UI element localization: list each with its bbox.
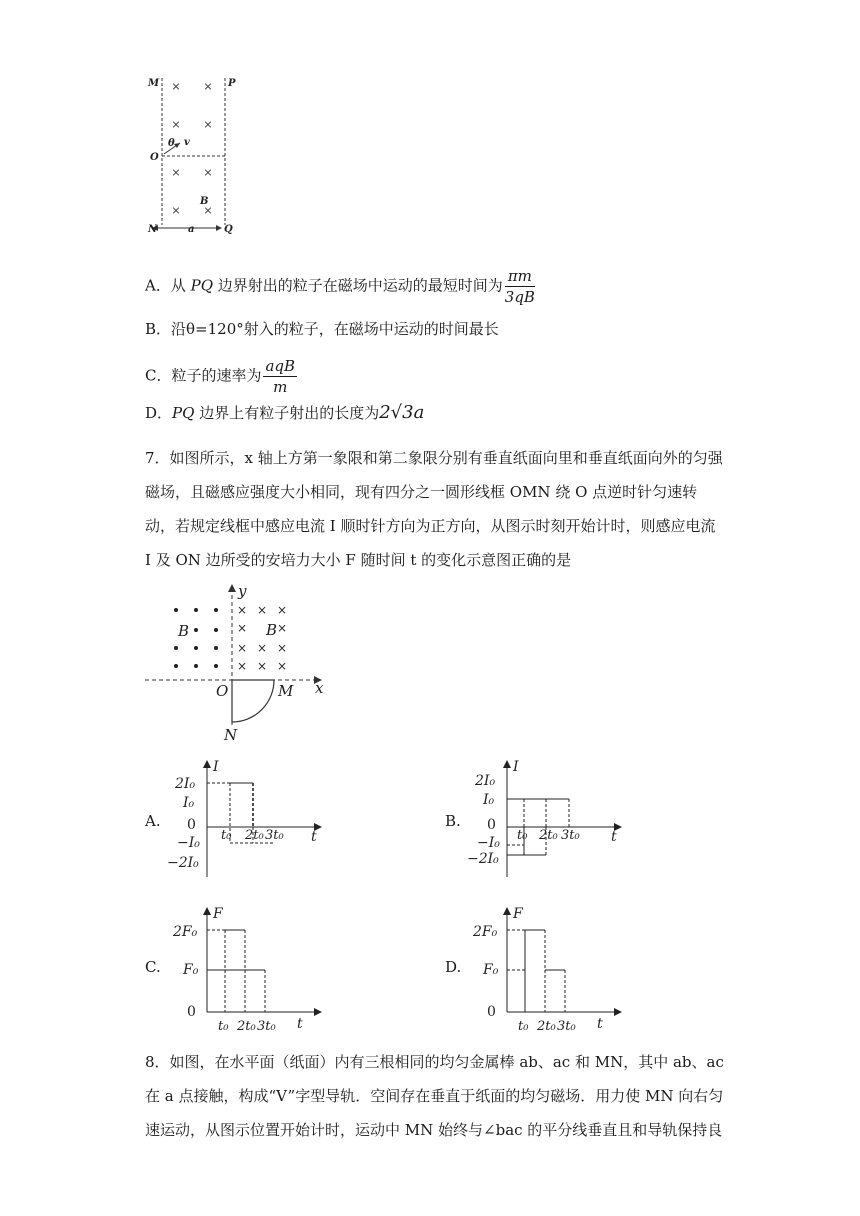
tick-2t0: 2t₀ [237,1019,256,1034]
tick-3t0: 3t₀ [561,828,580,843]
label-x: x [315,679,324,697]
fraction: $\frac{\pi m}{3qB}$ [504,267,535,306]
svg-text:×: × [203,118,213,131]
option-c[interactable]: C．粒子的速率为 $\frac{\text{aqB}}{m}$ [145,357,296,396]
axis-label-I: I [513,759,519,775]
tick-zero: 0 [487,817,496,833]
svg-text:×: × [203,166,213,179]
question-8-text: 8．如图，在水平面（纸面）内有三根相同的均匀金属棒 ab、ac 和 MN，其中 ab、ac 在 a 点接触，构成“V”字型导轨．空间存在垂直于纸面的均匀磁场．用力使 MN 向右匀速运动，从图示位置开始计时，运动中 MN 始终与∠bac 的平分线垂直且和导轨保持良 [145,1053,724,1139]
tick-zero: 0 [187,1004,196,1020]
axis-label-I: I [213,759,219,775]
fraction: $\frac{\text{aqB}}{m}$ [265,357,296,396]
graph-d [465,900,635,1035]
svg-text:×: × [256,659,268,673]
svg-text:×: × [203,80,213,93]
tick-neg-I0: −I₀ [477,835,500,851]
svg-text:×: × [236,603,248,617]
svg-text:×: × [276,659,288,673]
label-y: y [238,582,247,600]
axis-label-t: t [311,829,317,845]
graph-option-a[interactable]: A. [145,812,161,830]
tick-zero: 0 [487,1004,496,1020]
label-v: v [184,137,190,148]
svg-text:×: × [256,603,268,617]
label-M: M [148,78,160,89]
svg-text:×: × [171,204,181,217]
axis-label-t: t [297,1016,303,1032]
label-N: N [224,726,238,744]
graph-a [165,755,335,885]
tick-2I0: 2I₀ [475,773,496,789]
graph-option-d[interactable]: D. [445,958,462,976]
graph-option-c[interactable]: C. [145,958,161,976]
tick-3t0: 3t₀ [557,1019,576,1034]
tick-2F0: 2F₀ [473,924,498,940]
tick-F0: F₀ [483,962,499,978]
tick-2F0: 2F₀ [173,924,198,940]
label-B-right: B [266,621,278,639]
tick-neg-2I0: −2I₀ [467,851,499,867]
tick-F0: F₀ [183,962,199,978]
svg-text:×: × [171,118,181,131]
label-O: O [150,152,159,163]
option-a[interactable]: A．从 PQ 边界射出的粒子在磁场中运动的最短时间为 $\frac{\pi m}{3qB}$ [145,267,535,306]
label-B: B [200,196,209,207]
tick-2t0: 2t₀ [539,828,558,843]
label-N: N [148,224,158,235]
tick-t0: t₀ [218,1019,229,1034]
label-O: O [216,682,229,700]
question-7-text: 7．如图所示，x 轴上方第一象限和第二象限分别有垂直纸面向里和垂直纸面向外的匀强磁场，且磁感应强度大小相同，现有四分之一圆形线框 OMN 绕 O 点逆时针匀速转动，若规定线框中感应电流 I 顺时针方向为正方向，从图示时刻开始计时，则感应电流 I 及 ON 边所受的安培力大小 F 随时间 t 的变化示意图正确的是 [145,449,723,569]
tick-zero: 0 [187,817,196,833]
svg-text:×: × [171,80,181,93]
tick-t0: t₀ [221,828,232,843]
axis-label-F: F [213,906,223,922]
tick-2t0: 2t₀ [245,828,264,843]
tick-3t0: 3t₀ [265,828,284,843]
option-d[interactable]: D．PQ 边界上有粒子射出的长度为2√3a [145,402,425,423]
svg-text:×: × [256,641,268,655]
tick-neg-I0: −I₀ [177,835,200,851]
svg-text:×: × [276,641,288,655]
tick-2t0: 2t₀ [537,1019,556,1034]
axis-label-t: t [597,1016,603,1032]
svg-text:×: × [203,204,213,217]
option-b[interactable]: B．沿θ=120°射入的粒子，在磁场中运动的时间最长 [145,320,499,338]
axis-label-t: t [611,829,617,845]
svg-text:×: × [171,166,181,179]
label-P: P [228,78,236,89]
tick-I0: I₀ [183,795,195,811]
tick-t0: t₀ [518,1019,529,1034]
label-B-left: B [178,622,190,640]
tick-I0: I₀ [483,792,495,808]
graph-b [465,755,635,885]
svg-text:×: × [276,621,288,635]
svg-text:×: × [276,603,288,617]
svg-text:×: × [236,621,248,635]
label-Q: Q [224,224,233,235]
rotating-frame-figure [140,580,340,745]
graph-c [165,900,335,1035]
svg-text:×: × [236,659,248,673]
axis-label-F: F [513,906,523,922]
tick-neg-2I0: −2I₀ [167,855,199,871]
label-theta: θ [168,138,175,149]
graph-option-b[interactable]: B. [445,812,461,830]
tick-2I0: 2I₀ [175,776,196,792]
tick-3t0: 3t₀ [257,1019,276,1034]
label-M: M [278,682,294,700]
tick-t0: t₀ [517,828,528,843]
svg-text:×: × [236,641,248,655]
label-a: a [188,224,195,235]
field-region-figure [140,70,250,240]
